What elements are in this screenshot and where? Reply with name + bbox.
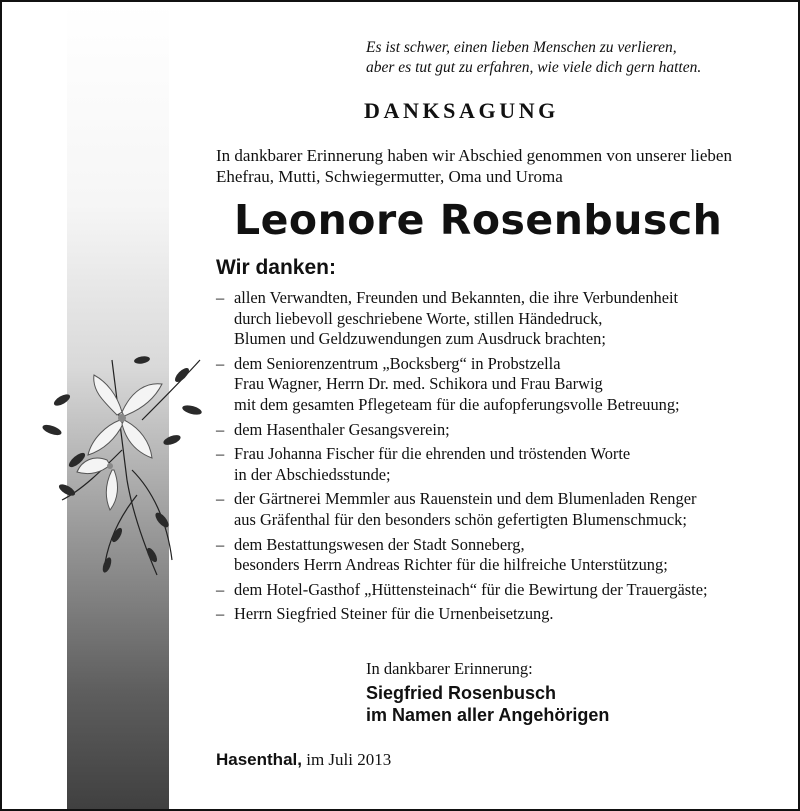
list-item-line: Frau Wagner, Herrn Dr. med. Schikora und Frau Barwig — [234, 374, 603, 394]
place-name: Hasenthal, — [216, 750, 302, 769]
list-item-line: Frau Johanna Fischer für die ehrenden und tröstenden Worte — [234, 444, 631, 464]
list-item — [216, 489, 791, 530]
dash-bullet: – — [216, 353, 225, 373]
intro-line-2: Ehefrau, Mutti, Schwiegermutter, Oma und Uroma — [216, 167, 563, 186]
signature-line-1: Siegfried Rosenbusch — [366, 683, 557, 703]
dash-bullet: – — [216, 444, 225, 464]
intro-line-1: In dankbarer Erinnerung haben wir Abschied genommen von unserer lieben — [216, 146, 732, 165]
list-item-line: aus Gräfenthal für den besonders schön gefertigten Blumenschmuck; — [234, 509, 687, 529]
list-item-line: dem Hotel-Gasthof „Hüttensteinach“ für die Bewirtung der Trauergäste; — [234, 579, 708, 599]
list-item — [216, 580, 791, 601]
list-item-line: dem Bestattungswesen der Stadt Sonneberg, — [234, 534, 525, 554]
dash-bullet: – — [216, 604, 225, 624]
deceased-name: Leonore Rosenbusch — [234, 196, 723, 244]
epigraph-quote — [366, 38, 786, 78]
list-item — [216, 444, 791, 485]
list-item-line: der Gärtnerei Memmler aus Rauenstein und dem Blumenladen Renger — [234, 489, 697, 509]
list-item-line: allen Verwandten, Freunden und Bekannten, die ihre Verbundenheit — [234, 288, 679, 307]
signature — [366, 682, 609, 726]
place-date — [216, 750, 391, 770]
page-title: DANKSAGUNG — [364, 98, 559, 123]
list-item-line: dem Seniorenzentrum „Bocksberg“ in Probstzella — [234, 353, 561, 373]
list-item-line: in der Abschiedsstunde; — [234, 464, 391, 484]
closing-text: In dankbarer Erinnerung: — [366, 659, 533, 678]
list-item — [216, 535, 791, 576]
list-item-line: Herrn Siegfried Steiner für die Urnenbeisetzung. — [234, 604, 554, 624]
list-item-line: durch liebevoll geschriebene Worte, stillen Händedruck, — [234, 308, 603, 328]
list-item-line: Blumen und Geldzuwendungen zum Ausdruck brachten; — [234, 329, 606, 349]
signature-line-2: im Namen aller Angehörigen — [366, 705, 610, 725]
flower-bouquet-icon — [22, 320, 225, 590]
thanks-heading: Wir danken: — [216, 256, 336, 279]
list-item — [216, 420, 791, 441]
dash-bullet: – — [216, 579, 225, 599]
dash-bullet: – — [216, 534, 225, 554]
list-item-line: mit dem gesamten Pflegeteam für die aufopferungsvolle Betreuung; — [234, 394, 680, 414]
intro-text — [216, 145, 791, 187]
list-item-line: besonders Herrn Andreas Richter für die hilfreiche Unterstützung; — [234, 555, 668, 575]
date-text: im Juli 2013 — [306, 750, 392, 769]
thanks-list — [216, 288, 791, 629]
list-item — [216, 604, 791, 625]
dash-bullet: – — [216, 419, 225, 439]
list-item — [216, 288, 791, 350]
list-item — [216, 354, 791, 416]
dash-bullet: – — [216, 489, 225, 509]
list-item-line: dem Hasenthaler Gesangsverein; — [234, 419, 450, 439]
quote-line-1: Es ist schwer, einen lieben Menschen zu verlieren, — [366, 39, 677, 56]
quote-line-2: aber es tut gut zu erfahren, wie viele dich gern hatten. — [366, 59, 702, 76]
dash-bullet: – — [216, 288, 225, 307]
